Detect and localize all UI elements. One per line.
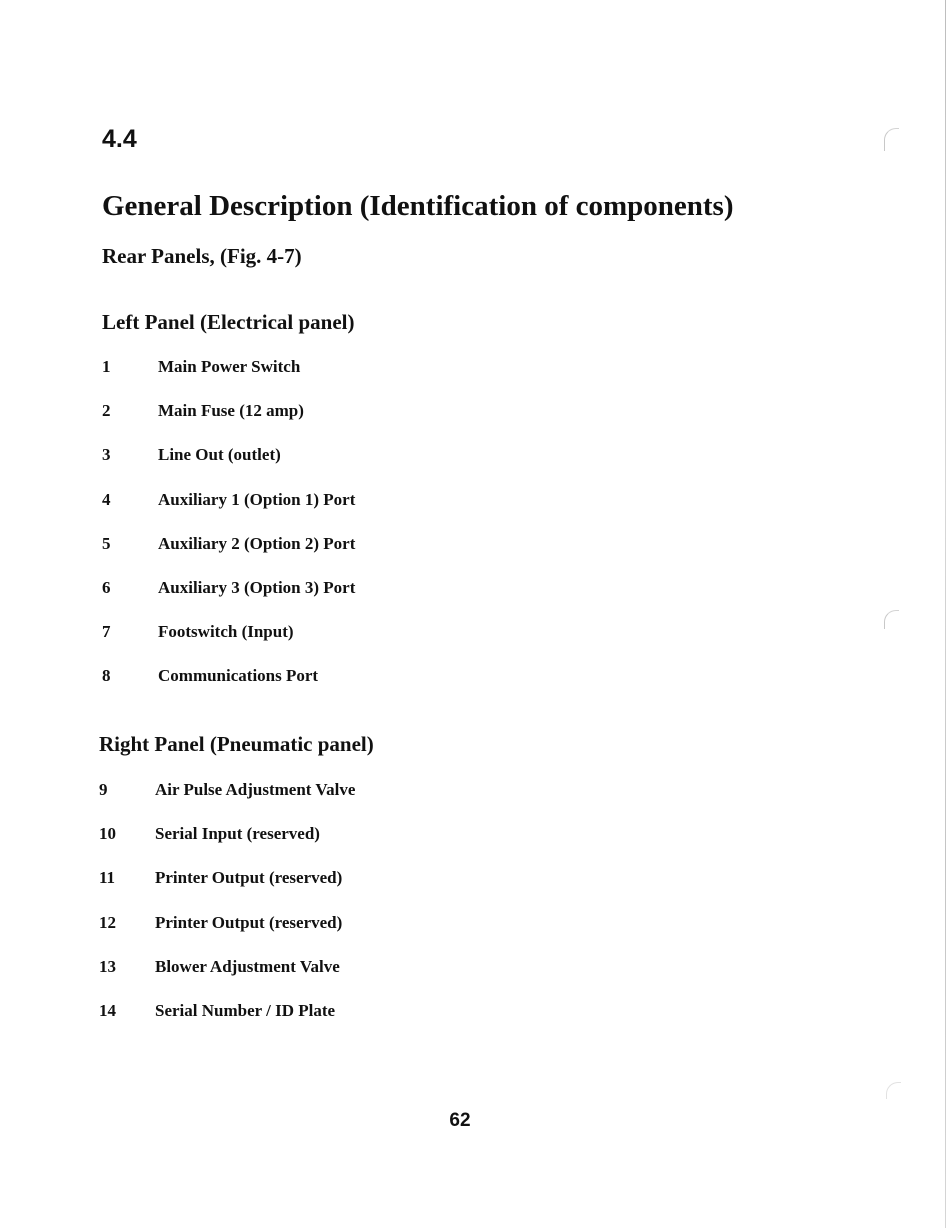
item-number: 7 (102, 622, 111, 642)
list-item (102, 445, 355, 489)
item-number: 4 (102, 489, 111, 509)
item-label: Line Out (outlet) (158, 445, 281, 465)
right-panel-heading: Right Panel (Pneumatic panel) (99, 732, 374, 756)
item-label: Main Fuse (12 amp) (158, 401, 304, 421)
list-item (99, 1001, 355, 1045)
scan-artifact-mark (884, 610, 899, 629)
list-item (99, 824, 355, 868)
list-item (102, 534, 355, 578)
item-number: 6 (102, 577, 111, 597)
scan-artifact-mark (886, 1082, 901, 1099)
list-item (102, 578, 355, 622)
section-number: 4.4 (102, 125, 137, 153)
item-number: 11 (99, 868, 116, 888)
item-number: 12 (99, 912, 116, 932)
item-label: Printer Output (reserved) (155, 912, 343, 932)
item-label: Auxiliary 3 (Option 3) Port (158, 577, 356, 597)
item-label: Serial Input (reserved) (155, 824, 320, 844)
item-label: Printer Output (reserved) (155, 868, 343, 888)
list-item (99, 957, 355, 1001)
page-number: 62 (449, 1110, 471, 1131)
scan-edge-line (945, 0, 946, 1228)
item-number: 14 (99, 1000, 116, 1020)
list-item (102, 357, 355, 401)
list-item (102, 666, 355, 710)
item-number: 1 (102, 357, 111, 376)
item-label: Air Pulse Adjustment Valve (155, 780, 356, 799)
left-panel-heading: Left Panel (Electrical panel) (102, 310, 355, 334)
item-number: 10 (99, 824, 116, 844)
item-label: Footswitch (Input) (158, 622, 294, 642)
list-item (102, 490, 355, 534)
rear-panels-subtitle: Rear Panels, (Fig. 4-7) (102, 244, 302, 268)
list-item (102, 622, 355, 666)
left-panel-list (102, 357, 355, 711)
list-item (102, 401, 355, 445)
item-label: Serial Number / ID Plate (155, 1000, 336, 1020)
page-title: General Description (Identification of components) (102, 190, 734, 222)
item-number: 3 (102, 445, 111, 465)
item-label: Auxiliary 2 (Option 2) Port (158, 533, 356, 553)
item-number: 5 (102, 533, 111, 553)
item-number: 2 (102, 401, 111, 421)
item-label: Main Power Switch (158, 357, 301, 376)
item-label: Blower Adjustment Valve (155, 956, 340, 976)
right-panel-list (99, 780, 355, 1045)
list-item (99, 868, 355, 912)
list-item (99, 780, 355, 824)
list-item (99, 913, 355, 957)
item-label: Auxiliary 1 (Option 1) Port (158, 489, 356, 509)
item-number: 13 (99, 956, 116, 976)
item-number: 8 (102, 666, 111, 686)
item-label: Communications Port (158, 666, 319, 686)
scan-artifact-mark (884, 128, 899, 151)
item-number: 9 (99, 780, 108, 799)
